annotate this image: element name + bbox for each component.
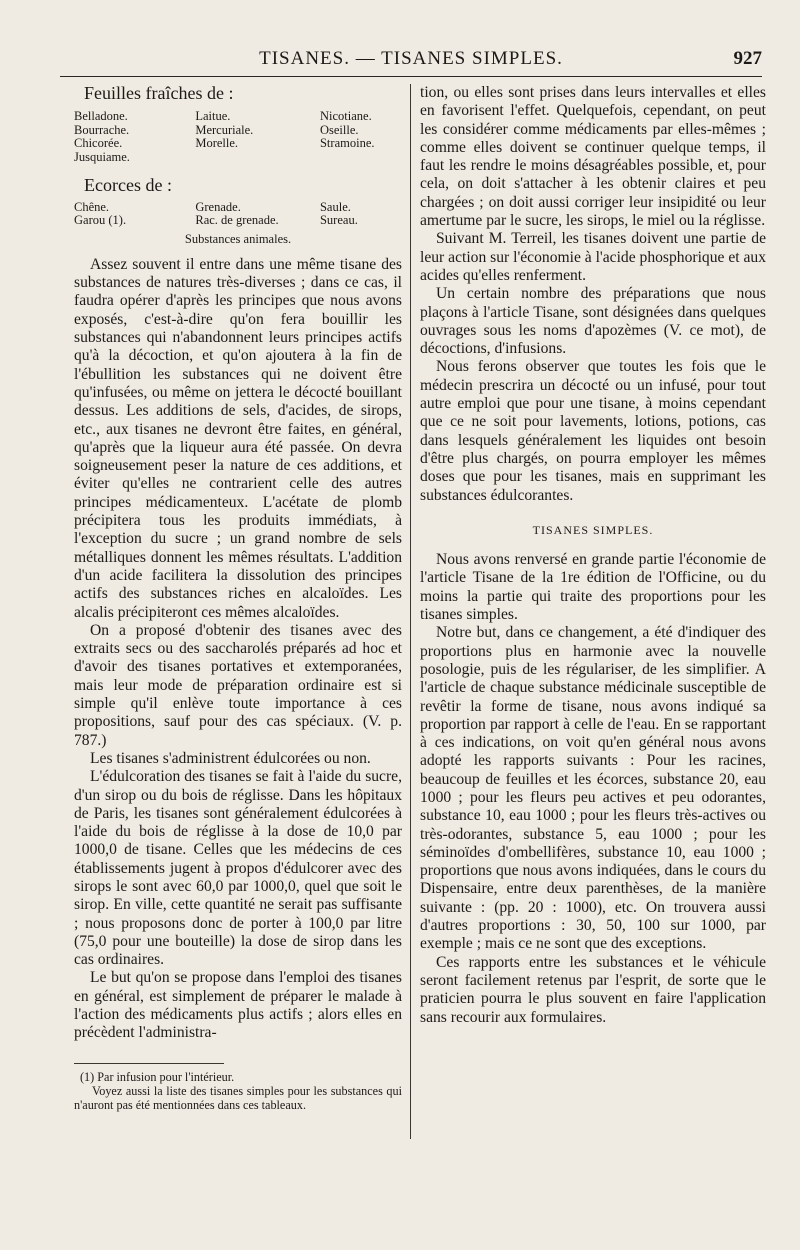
list-entry: Oseille. [319, 122, 359, 137]
right-column [420, 84, 766, 1027]
footnote: Voyez aussi la liste des tisanes simples pour les substances qui n'auront pas été mentionnées dans ces tableaux. [74, 1083, 402, 1112]
page-number: 927 [733, 48, 762, 69]
bark-heading: Ecorces de : [84, 175, 172, 196]
leaves-list [74, 110, 402, 164]
list-entry: Chicorée. [74, 136, 123, 151]
list-entry: Grenade. [195, 199, 241, 214]
list-entry [195, 151, 320, 165]
body-paragraph: Un certain nombre des préparations que nous plaçons à l'article Tisane, sont désignées dans quelques ouvrages sous les noms d'apozèmes (V. ce mot), de décoctions, d'infusions. [420, 285, 766, 358]
list-entry: Rac. de grenade. [195, 213, 279, 228]
footnote-rule [74, 1063, 224, 1064]
list-entry [320, 151, 402, 165]
list-entry: Jusquiame. [74, 149, 130, 164]
running-title: TISANES. — TISANES SIMPLES. [259, 48, 563, 69]
bark-list [74, 201, 402, 228]
bark-row [74, 201, 402, 215]
list-entry: Stramoine. [319, 136, 375, 151]
leaves-heading: Feuilles fraîches de : [84, 83, 234, 103]
body-paragraph: Nous avons renversé en grande partie l'économie de l'article Tisane de la 1re édition de l'Officine, ou du moins la partie qui traite des proportions pour les tisanes simples. [420, 551, 766, 624]
bark-row [74, 214, 402, 228]
footnote: (1) Par infusion pour l'intérieur. [80, 1069, 235, 1084]
body-paragraph: Les tisanes s'administrent édulcorées ou non. [90, 749, 371, 767]
body-paragraph: Suivant M. Terreil, les tisanes doivent une partie de leur action sur l'économie à l'acide phosphorique et aux acides qu'elles renferment. [420, 230, 766, 284]
list-entry: Sureau. [319, 213, 358, 228]
list-entry: Saule. [319, 199, 351, 214]
section-heading: TISANES SIMPLES. [532, 522, 654, 537]
body-paragraph: Le but qu'on se propose dans l'emploi des tisanes en général, est simplement de préparer le malade à l'action des médicaments plus actifs ; alors elles en précèdent l'administra- [74, 969, 402, 1042]
list-entry: Laitue. [195, 109, 231, 124]
body-paragraph: On a proposé d'obtenir des tisanes avec des extraits secs ou des saccharolés préparés ad hoc et d'avoir des tisanes portatives et extemporanées, mais leur mode de préparation ordinaire est si simple qu'il enlève toute importance à ces propositions, sauf pour des cas spéciaux. (V. p. 787.) [74, 621, 402, 749]
body-paragraph: Assez souvent il entre dans une même tisane des substances de natures très-diverses ; dans ce cas, il faudra opérer d'après les principes que nous avons exposés, c'est-à-dire qu'on fera bouillir les substances qui n'abandonnent leurs principes actifs qu'à la décoction, et qu'on ajoutera à la fin de l'ébullition les substances qui ne doivent être qu'infusées, ou même on jettera le décocté bouillant dessus. Les additions de sels, d'acides, de sirops, etc., aux tisanes ne devront être faites, en général, qu'après que la liqueur aura été passée. On devra soigneusement peser la nature de ces additions, et éviter qu'elles ne contrarient celle des autres principes médicamenteux. L'acétate de plomb précipitera tous les produits immédiats, à l'exception du sucre ; un grand nombre de sels métalliques donnent les mêmes résultats. L'addition d'un acide facilitera la dissolution des principes actifs des substances riches en alcaloïdes. Les alcalis précipiteront ces mêmes alcaloïdes. [74, 255, 402, 621]
leaves-row [74, 151, 402, 165]
leaves-row [74, 110, 402, 124]
list-entry: Garou (1). [74, 213, 127, 228]
left-column [74, 84, 402, 1112]
list-entry: Belladone. [74, 109, 128, 124]
animal-substances-subtitle: Substances animales. [184, 231, 292, 246]
running-header [60, 46, 762, 77]
list-entry: Mercuriale. [195, 122, 254, 137]
leaves-row [74, 137, 402, 151]
list-entry: Chêne. [74, 199, 110, 214]
body-paragraph: Nous ferons observer que toutes les fois que le médecin prescrira un décocté ou un infusé, pour tout autre emploi que pour une tisane, à moins cependant que ce ne soit pour lavements, lotions, potions, cas dans lesquels généralement les liquides ont besoin d'être plus chargés, on pourra employer les mêmes doses que pour les tisanes, mais en supprimant les substances édulcorantes. [420, 358, 766, 504]
leaves-row [74, 124, 402, 138]
body-paragraph: L'édulcoration des tisanes se fait à l'aide du sucre, d'un sirop ou du bois de réglisse. Dans les hôpitaux de Paris, les tisanes sont généralement édulcorées à l'aide du bois de réglisse à la dose de 10,0 par 1000,0 de tisane. Celles que les médecins de ces établissements jugent à propos d'édulcorer avec des sirops le sont avec 60,0 par 1000,0, quel que soit le sirop. En ville, cette quantité ne serait pas suffisante ; nous proposons donc de porter à 100,0 par litre (75,0 pour une bouteille) la dose de sirop dans les cas ordinaires. [74, 768, 402, 969]
column-divider [410, 84, 411, 1139]
list-entry: Morelle. [195, 136, 239, 151]
list-entry: Bourrache. [74, 122, 130, 137]
body-paragraph: Ces rapports entre les substances et le véhicule seront facilement retenus par l'esprit, de sorte que le praticien pourra le plus souvent en faire l'application sans recourir aux formulaires. [420, 953, 766, 1026]
body-paragraph: Notre but, dans ce changement, a été d'indiquer des proportions plus en harmonie avec la nouvelle posologie, puis de les régulariser, de les simplifier. A l'article de chaque substance médicinale susceptible de revêtir la forme de tisane, nous avons indiqué sa proportion par rapport à celle de l'eau. En se rapportant à ces indications, on voit qu'en général nous avons adopté les rapports suivants : Pour les racines, beaucoup de feuilles et les écorces, substance 20, eau 1000 ; pour les fleurs peu actives et peu odorantes, substance 10, eau 1000 ; pour les fleurs très-actives ou très-odorantes, substance 5, eau 1000 ; pour les séminoïdes d'ombellifères, substance 10, eau 1000 ; proportions que nous avons indiquées, dans le cours du Dispensaire, entre deux parenthèses, de la manière suivante : (pp. 20 : 1000), etc. On trouvera aussi d'autres proportions : 30, 50, 100 sur 1000, par exemple ; mais ce ne sont que des exceptions. [420, 624, 766, 953]
list-entry: Nicotiane. [319, 109, 372, 124]
body-paragraph: tion, ou elles sont prises dans leurs intervalles et elles en favorisent l'effet. Quelquefois, cependant, on peut les considérer comme médicaments par elles-mêmes ; comme elles doivent se continuer quelque temps, il faut les rendre le moins désagréables possible, et, pour cela, on doit s'attacher à les obtenir claires et peu chargées ; on doit aussi corriger leur insipidité ou leur amertume par le sucre, les sirops, le miel ou la réglisse. [420, 84, 766, 230]
